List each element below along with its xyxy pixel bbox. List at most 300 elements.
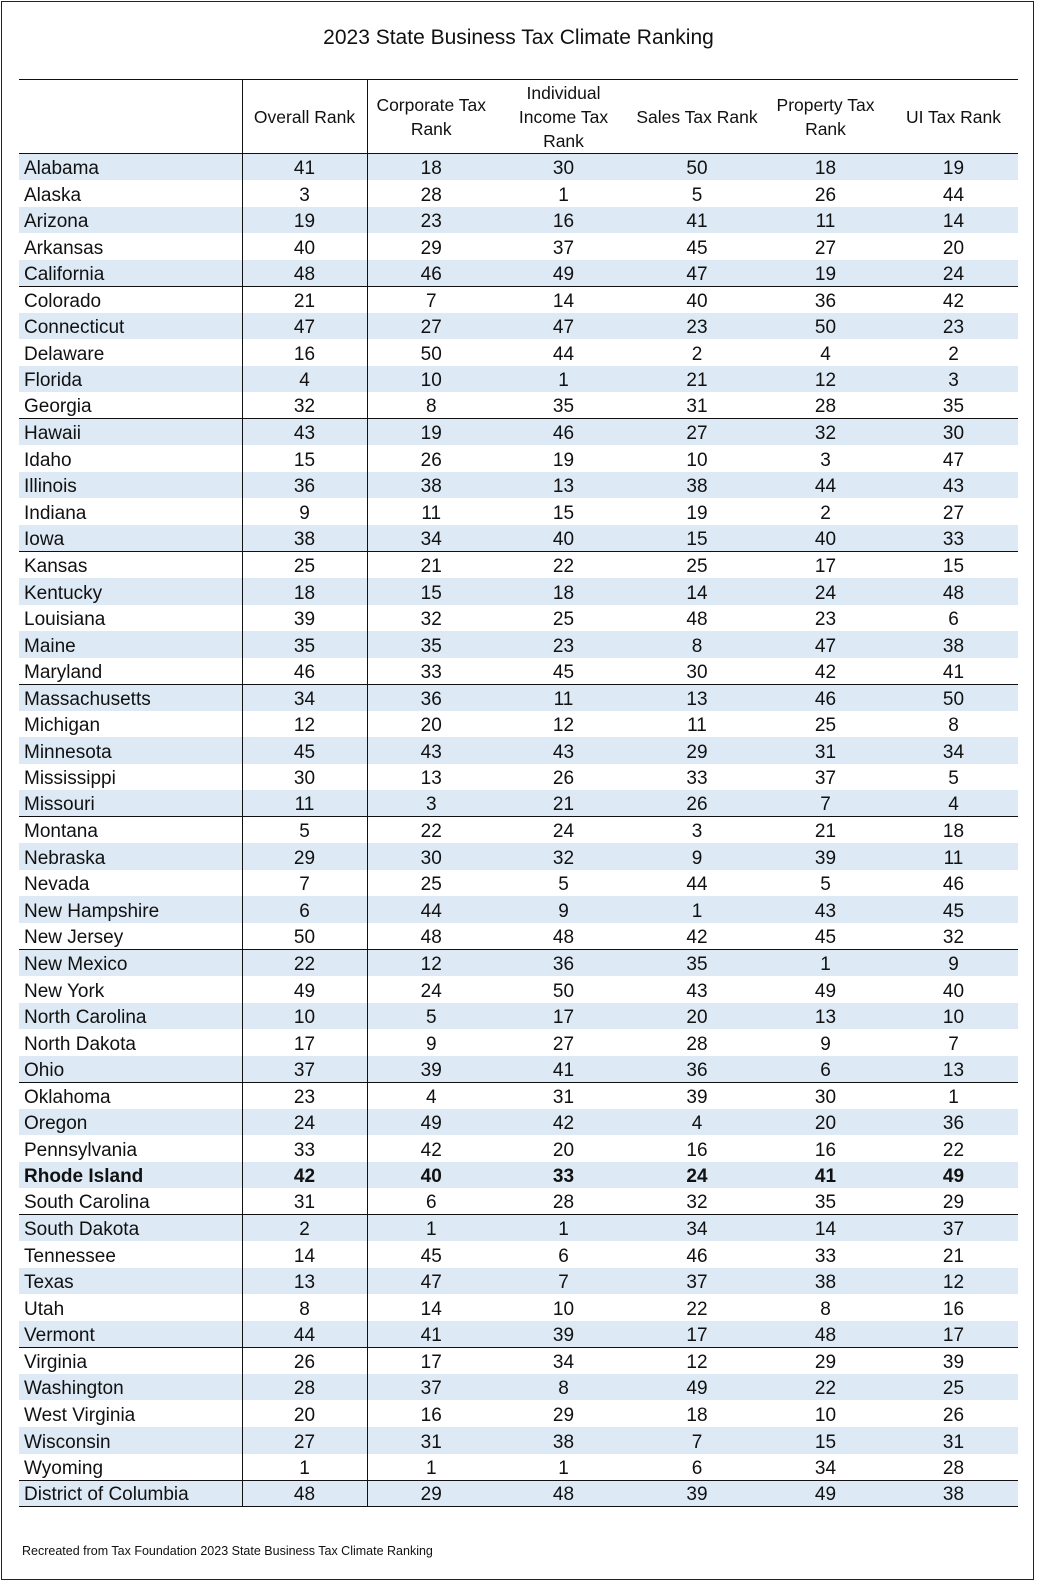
table-row — [19, 1029, 1018, 1056]
ui-tax-rank-cell: 49 — [889, 1162, 1018, 1189]
overall-rank-cell: 5 — [242, 817, 367, 844]
state-name-cell: North Carolina — [19, 1003, 242, 1030]
individual-income-tax-rank-cell: 45 — [552, 661, 575, 683]
corporate-tax-rank-cell: 50 — [420, 343, 442, 365]
state-name-cell: Connecticut — [19, 313, 242, 340]
property-tax-rank-cell: 47 — [762, 631, 889, 658]
state-name-cell: Tennessee — [19, 1241, 242, 1268]
ui-tax-rank-cell: 38 — [889, 1480, 1018, 1507]
overall-rank-cell: 20 — [242, 1400, 367, 1427]
ui-tax-rank-cell: 23 — [889, 313, 1018, 340]
corporate-tax-rank-cell: 41 — [367, 1321, 495, 1348]
table-row — [19, 1056, 1018, 1083]
overall-rank-cell: 15 — [242, 445, 367, 472]
overall-rank-cell: 4 — [242, 366, 367, 393]
corporate-tax-rank-cell: 31 — [367, 1427, 495, 1454]
table-row — [19, 445, 1018, 472]
corporate-tax-rank-cell: 19 — [367, 419, 495, 446]
ui-tax-rank-cell: 13 — [889, 1056, 1018, 1083]
property-tax-rank-cell: 17 — [762, 551, 889, 578]
property-tax-rank-cell: 21 — [762, 817, 889, 844]
table-row — [19, 180, 1018, 207]
property-tax-rank-cell: 5 — [820, 874, 831, 896]
table-row — [19, 339, 1018, 366]
overall-rank-cell: 17 — [242, 1029, 367, 1056]
sales-tax-rank-cell: 13 — [632, 684, 762, 711]
individual-income-tax-rank-cell: 1 — [495, 366, 632, 393]
individual-income-tax-rank-cell: 8 — [495, 1374, 632, 1401]
ui-tax-rank-cell: 31 — [889, 1427, 1018, 1454]
overall-rank-cell: 27 — [242, 1427, 367, 1454]
corporate-tax-rank-cell: 49 — [367, 1109, 495, 1136]
ui-tax-rank-cell: 17 — [889, 1321, 1018, 1348]
state-name-cell: Iowa — [19, 525, 242, 552]
sales-tax-rank-cell: 30 — [686, 661, 708, 683]
table-row — [19, 631, 1018, 658]
corporate-tax-rank-cell: 17 — [367, 1347, 495, 1374]
individual-income-tax-rank-cell: 27 — [552, 1033, 575, 1055]
table-row — [19, 1347, 1018, 1374]
state-name-cell: Kansas — [19, 551, 242, 578]
ui-tax-rank-cell: 24 — [889, 260, 1018, 287]
overall-rank-cell: 1 — [242, 1454, 367, 1481]
state-name-cell: Louisiana — [19, 605, 242, 632]
sales-tax-rank-cell: 33 — [686, 768, 708, 790]
property-tax-rank-cell: 7 — [762, 790, 889, 817]
state-name-cell: Montana — [19, 817, 242, 844]
ui-tax-rank-cell: 50 — [889, 684, 1018, 711]
property-tax-rank-cell: 43 — [762, 896, 889, 923]
property-tax-rank-cell: 40 — [762, 525, 889, 552]
sales-tax-rank-cell: 10 — [686, 449, 708, 471]
property-tax-rank-cell: 32 — [762, 419, 889, 446]
overall-rank-cell: 41 — [242, 154, 367, 181]
property-tax-rank-cell: 30 — [762, 1082, 889, 1109]
individual-income-tax-rank-cell: 24 — [495, 817, 632, 844]
state-name-cell: Alabama — [19, 154, 242, 181]
property-tax-rank-cell: 24 — [762, 578, 889, 605]
individual-income-tax-rank-cell: 16 — [495, 207, 632, 234]
property-tax-rank-cell: 13 — [762, 1003, 889, 1030]
individual-income-tax-rank-cell: 19 — [552, 449, 575, 471]
overall-rank-cell: 9 — [242, 498, 367, 525]
overall-rank-cell: 29 — [242, 843, 367, 870]
overall-rank-cell: 28 — [242, 1374, 367, 1401]
header-state — [19, 80, 242, 154]
corporate-tax-rank-cell: 11 — [421, 502, 442, 524]
sales-tax-rank-cell: 32 — [686, 1192, 708, 1214]
table-row — [19, 737, 1018, 764]
ui-tax-rank-cell: 25 — [889, 1374, 1018, 1401]
ui-tax-rank-cell: 42 — [889, 286, 1018, 313]
overall-rank-cell: 38 — [242, 525, 367, 552]
ui-tax-rank-cell: 1 — [889, 1082, 1018, 1109]
overall-rank-cell: 32 — [242, 392, 367, 419]
individual-income-tax-rank-cell: 34 — [495, 1347, 632, 1374]
corporate-tax-rank-cell: 33 — [420, 661, 442, 683]
corporate-tax-rank-cell: 38 — [367, 472, 495, 499]
overall-rank-cell: 43 — [242, 419, 367, 446]
table-header — [19, 80, 1018, 154]
property-tax-rank-cell: 26 — [814, 184, 837, 206]
overall-rank-cell: 3 — [242, 180, 367, 207]
property-tax-rank-cell: 10 — [814, 1405, 837, 1426]
table-row — [19, 313, 1018, 340]
overall-rank-cell: 13 — [242, 1268, 367, 1295]
table-row — [19, 764, 1018, 791]
corporate-tax-rank-cell: 23 — [367, 207, 495, 234]
table-row — [19, 154, 1018, 181]
sales-tax-rank-cell: 45 — [686, 237, 708, 259]
state-name-cell: Washington — [19, 1374, 242, 1401]
property-tax-rank-cell: 19 — [762, 260, 889, 287]
overall-rank-cell: 40 — [242, 233, 367, 260]
ui-tax-rank-cell: 19 — [889, 154, 1018, 181]
table-row — [19, 233, 1018, 260]
property-tax-rank-cell: 22 — [762, 1374, 889, 1401]
state-name-cell: New Mexico — [19, 949, 242, 976]
property-tax-rank-cell: 31 — [762, 737, 889, 764]
state-name-cell: Wyoming — [19, 1454, 242, 1481]
corporate-tax-rank-cell: 42 — [420, 1139, 442, 1161]
property-tax-rank-cell: 44 — [762, 472, 889, 499]
corporate-tax-rank-cell: 14 — [420, 1298, 442, 1320]
sales-tax-rank-cell: 42 — [686, 926, 708, 948]
table-row — [19, 684, 1018, 711]
overall-rank-cell: 6 — [242, 896, 367, 923]
sales-tax-rank-cell: 12 — [632, 1347, 762, 1374]
state-name-cell: Maryland — [19, 658, 242, 685]
property-tax-rank-cell: 8 — [820, 1298, 831, 1320]
corporate-tax-rank-cell: 25 — [420, 874, 442, 896]
state-name-cell: Delaware — [19, 339, 242, 366]
sales-tax-rank-cell: 27 — [632, 419, 762, 446]
ui-tax-rank-cell: 11 — [889, 843, 1018, 870]
overall-rank-cell: 48 — [242, 1480, 367, 1507]
corporate-tax-rank-cell: 44 — [367, 896, 495, 923]
property-tax-rank-cell: 27 — [814, 237, 837, 259]
sales-tax-rank-cell: 40 — [632, 286, 762, 313]
individual-income-tax-rank-cell: 15 — [552, 502, 575, 524]
state-name-cell: Pennsylvania — [19, 1135, 242, 1162]
state-name-cell: Rhode Island — [19, 1162, 242, 1189]
ui-tax-rank-cell: 9 — [889, 949, 1018, 976]
sales-tax-rank-cell: 20 — [632, 1003, 762, 1030]
property-tax-rank-cell: 36 — [762, 286, 889, 313]
state-name-cell: Vermont — [19, 1321, 242, 1348]
overall-rank-cell: 25 — [242, 551, 367, 578]
table-row — [19, 817, 1018, 844]
ui-tax-rank-cell: 2 — [948, 343, 959, 365]
ui-tax-rank-cell: 46 — [942, 874, 965, 896]
individual-income-tax-rank-cell: 30 — [495, 154, 632, 181]
source-note: Recreated from Tax Foundation 2023 State Business Tax Climate Ranking — [22, 1544, 433, 1558]
sales-tax-rank-cell: 21 — [632, 366, 762, 393]
property-tax-rank-cell: 41 — [762, 1162, 889, 1189]
overall-rank-cell: 36 — [242, 472, 367, 499]
table-row — [19, 260, 1018, 287]
corporate-tax-rank-cell: 37 — [367, 1374, 495, 1401]
individual-income-tax-rank-cell: 1 — [558, 1457, 569, 1479]
ui-tax-rank-cell: 20 — [942, 237, 965, 259]
individual-income-tax-rank-cell: 42 — [495, 1109, 632, 1136]
table-row — [19, 711, 1018, 738]
property-tax-rank-cell: 48 — [762, 1321, 889, 1348]
property-tax-rank-cell: 38 — [762, 1268, 889, 1295]
state-name-cell: Oregon — [19, 1109, 242, 1136]
overall-rank-cell: 35 — [242, 631, 367, 658]
sales-tax-rank-cell: 16 — [686, 1139, 708, 1161]
state-name-cell: West Virginia — [19, 1400, 242, 1427]
tax-ranking-table — [19, 79, 1018, 1507]
overall-rank-cell: 48 — [242, 260, 367, 287]
individual-income-tax-rank-cell: 23 — [495, 631, 632, 658]
property-tax-rank-cell: 15 — [762, 1427, 889, 1454]
ui-tax-rank-cell: 40 — [942, 980, 965, 1002]
individual-income-tax-rank-cell: 12 — [552, 715, 575, 737]
table-row — [19, 1480, 1018, 1507]
individual-income-tax-rank-cell: 47 — [495, 313, 632, 340]
sales-tax-rank-cell: 24 — [632, 1162, 762, 1189]
state-name-cell: Alaska — [19, 180, 242, 207]
sales-tax-rank-cell: 49 — [632, 1374, 762, 1401]
sales-tax-rank-cell: 38 — [632, 472, 762, 499]
sales-tax-rank-cell: 50 — [632, 154, 762, 181]
individual-income-tax-rank-cell: 5 — [558, 874, 569, 896]
corporate-tax-rank-cell: 26 — [420, 449, 442, 471]
sales-tax-rank-cell: 44 — [686, 874, 708, 896]
corporate-tax-rank-cell: 45 — [420, 1245, 442, 1267]
table-row — [19, 1135, 1018, 1162]
corporate-tax-rank-cell: 8 — [425, 396, 437, 418]
sales-tax-rank-cell: 8 — [632, 631, 762, 658]
header-property-tax-rank: Property Tax Rank — [762, 80, 889, 154]
property-tax-rank-cell: 23 — [814, 609, 837, 631]
ui-tax-rank-cell: 41 — [942, 661, 965, 683]
table-row — [19, 1374, 1018, 1401]
overall-rank-cell: 45 — [242, 737, 367, 764]
table-row — [19, 1082, 1018, 1109]
table-row — [19, 658, 1018, 685]
state-name-cell: Utah — [19, 1294, 242, 1321]
sales-tax-rank-cell: 35 — [632, 949, 762, 976]
state-name-cell: Kentucky — [19, 578, 242, 605]
property-tax-rank-cell: 6 — [762, 1056, 889, 1083]
ui-tax-rank-cell: 5 — [948, 768, 959, 790]
ui-tax-rank-cell: 12 — [889, 1268, 1018, 1295]
corporate-tax-rank-cell: 10 — [367, 366, 495, 393]
individual-income-tax-rank-cell: 13 — [495, 472, 632, 499]
overall-rank-cell: 21 — [242, 286, 367, 313]
page-title: 2023 State Business Tax Climate Ranking — [323, 26, 714, 49]
sales-tax-rank-cell: 36 — [632, 1056, 762, 1083]
state-name-cell: Ohio — [19, 1056, 242, 1083]
overall-rank-cell: 23 — [242, 1082, 367, 1109]
individual-income-tax-rank-cell: 25 — [552, 609, 575, 631]
table-row — [19, 286, 1018, 313]
property-tax-rank-cell: 4 — [820, 343, 831, 365]
table-row — [19, 551, 1018, 578]
table-row — [19, 366, 1018, 393]
individual-income-tax-rank-cell: 28 — [552, 1192, 575, 1214]
property-tax-rank-cell: 33 — [814, 1245, 837, 1267]
corporate-tax-rank-cell: 7 — [367, 286, 495, 313]
individual-income-tax-rank-cell: 6 — [558, 1245, 569, 1267]
property-tax-rank-cell: 11 — [762, 207, 889, 234]
property-tax-rank-cell: 34 — [814, 1457, 837, 1479]
corporate-tax-rank-cell: 6 — [425, 1192, 437, 1214]
corporate-tax-rank-cell: 28 — [420, 184, 442, 206]
overall-rank-cell: 19 — [242, 207, 367, 234]
property-tax-rank-cell: 2 — [820, 502, 831, 524]
individual-income-tax-rank-cell: 48 — [495, 1480, 632, 1507]
sales-tax-rank-cell: 11 — [687, 715, 707, 737]
overall-rank-cell: 11 — [242, 790, 367, 817]
sales-tax-rank-cell: 23 — [632, 313, 762, 340]
ui-tax-rank-cell: 27 — [942, 502, 965, 524]
property-tax-rank-cell: 16 — [814, 1139, 837, 1161]
overall-rank-cell: 8 — [242, 1294, 367, 1321]
table-row — [19, 1109, 1018, 1136]
sales-tax-rank-cell: 6 — [691, 1457, 703, 1479]
ui-tax-rank-cell: 14 — [889, 207, 1018, 234]
sales-tax-rank-cell: 34 — [632, 1215, 762, 1242]
individual-income-tax-rank-cell: 43 — [495, 737, 632, 764]
table-row — [19, 790, 1018, 817]
property-tax-rank-cell: 14 — [762, 1215, 889, 1242]
ui-tax-rank-cell: 15 — [889, 551, 1018, 578]
overall-rank-cell: 30 — [242, 764, 367, 791]
table-row — [19, 949, 1018, 976]
ui-tax-rank-cell: 32 — [942, 926, 965, 948]
state-name-cell: Illinois — [19, 472, 242, 499]
corporate-tax-rank-cell: 20 — [420, 715, 442, 737]
header-row — [19, 80, 1018, 154]
sales-tax-rank-cell: 26 — [632, 790, 762, 817]
property-tax-rank-cell: 49 — [762, 1480, 889, 1507]
individual-income-tax-rank-cell: 1 — [495, 1215, 632, 1242]
table-row — [19, 605, 1018, 632]
state-name-cell: Idaho — [19, 445, 242, 472]
state-name-cell: Virginia — [19, 1347, 242, 1374]
overall-rank-cell: 22 — [242, 949, 367, 976]
sales-tax-rank-cell: 2 — [691, 343, 703, 365]
property-tax-rank-cell: 18 — [762, 154, 889, 181]
ui-tax-rank-cell: 22 — [942, 1139, 965, 1161]
individual-income-tax-rank-cell: 29 — [552, 1405, 575, 1426]
table-row — [19, 870, 1018, 897]
overall-rank-cell: 26 — [242, 1347, 367, 1374]
overall-rank-cell: 14 — [242, 1241, 367, 1268]
sales-tax-rank-cell: 43 — [686, 980, 708, 1002]
ui-tax-rank-cell: 29 — [942, 1192, 965, 1214]
individual-income-tax-rank-cell: 49 — [495, 260, 632, 287]
corporate-tax-rank-cell: 47 — [367, 1268, 495, 1295]
corporate-tax-rank-cell: 1 — [367, 1215, 495, 1242]
property-tax-rank-cell: 49 — [814, 980, 837, 1002]
individual-income-tax-rank-cell: 18 — [495, 578, 632, 605]
table-row — [19, 1003, 1018, 1030]
table-row — [19, 976, 1018, 1003]
ui-tax-rank-cell: 18 — [889, 817, 1018, 844]
property-tax-rank-cell: 37 — [814, 768, 837, 790]
ui-tax-rank-cell: 45 — [889, 896, 1018, 923]
individual-income-tax-rank-cell: 33 — [495, 1162, 632, 1189]
state-name-cell: South Dakota — [19, 1215, 242, 1242]
header-individual-income-tax-rank: Individual Income Tax Rank — [495, 80, 632, 154]
state-name-cell: Georgia — [19, 392, 242, 419]
overall-rank-cell: 24 — [242, 1109, 367, 1136]
ui-tax-rank-cell: 36 — [889, 1109, 1018, 1136]
table-row — [19, 525, 1018, 552]
individual-income-tax-rank-cell: 41 — [495, 1056, 632, 1083]
overall-rank-cell: 18 — [242, 578, 367, 605]
overall-rank-cell: 7 — [242, 870, 367, 897]
sales-tax-rank-cell: 39 — [632, 1480, 762, 1507]
corporate-tax-rank-cell: 29 — [367, 1480, 495, 1507]
individual-income-tax-rank-cell: 31 — [495, 1082, 632, 1109]
overall-rank-cell: 33 — [242, 1135, 367, 1162]
overall-rank-cell: 49 — [242, 976, 367, 1003]
corporate-tax-rank-cell: 9 — [425, 1033, 437, 1055]
sales-tax-rank-cell: 47 — [632, 260, 762, 287]
individual-income-tax-rank-cell: 14 — [495, 286, 632, 313]
sales-tax-rank-cell: 39 — [632, 1082, 762, 1109]
property-tax-rank-cell: 1 — [762, 949, 889, 976]
table-row — [19, 1241, 1018, 1268]
overall-rank-cell: 44 — [242, 1321, 367, 1348]
corporate-tax-rank-cell: 22 — [367, 817, 495, 844]
state-name-cell: California — [19, 260, 242, 287]
corporate-tax-rank-cell: 40 — [367, 1162, 495, 1189]
individual-income-tax-rank-cell: 36 — [495, 949, 632, 976]
overall-rank-cell: 31 — [242, 1188, 367, 1215]
property-tax-rank-cell: 35 — [814, 1192, 837, 1214]
table-row — [19, 207, 1018, 234]
sales-tax-rank-cell: 15 — [632, 525, 762, 552]
table-row — [19, 843, 1018, 870]
property-tax-rank-cell: 12 — [762, 366, 889, 393]
individual-income-tax-rank-cell: 39 — [495, 1321, 632, 1348]
corporate-tax-rank-cell: 35 — [367, 631, 495, 658]
property-tax-rank-cell: 3 — [820, 449, 831, 471]
table-row — [19, 896, 1018, 923]
overall-rank-cell: 34 — [242, 684, 367, 711]
individual-income-tax-rank-cell: 32 — [495, 843, 632, 870]
ui-tax-rank-cell: 35 — [942, 396, 965, 418]
state-name-cell: Texas — [19, 1268, 242, 1295]
overall-rank-cell: 12 — [242, 711, 367, 738]
state-name-cell: Maine — [19, 631, 242, 658]
table-row — [19, 1427, 1018, 1454]
ui-tax-rank-cell: 4 — [889, 790, 1018, 817]
property-tax-rank-cell: 28 — [814, 396, 837, 418]
corporate-tax-rank-cell: 12 — [367, 949, 495, 976]
table-row — [19, 1294, 1018, 1321]
sales-tax-rank-cell: 3 — [632, 817, 762, 844]
property-tax-rank-cell: 29 — [762, 1347, 889, 1374]
individual-income-tax-rank-cell: 44 — [552, 343, 575, 365]
state-name-cell: District of Columbia — [19, 1480, 242, 1507]
state-name-cell: Arizona — [19, 207, 242, 234]
individual-income-tax-rank-cell: 35 — [552, 396, 575, 418]
table-row — [19, 1188, 1018, 1215]
corporate-tax-rank-cell: 39 — [367, 1056, 495, 1083]
ui-tax-rank-cell: 33 — [889, 525, 1018, 552]
ui-tax-rank-cell: 3 — [889, 366, 1018, 393]
state-name-cell: Florida — [19, 366, 242, 393]
state-name-cell: Indiana — [19, 498, 242, 525]
